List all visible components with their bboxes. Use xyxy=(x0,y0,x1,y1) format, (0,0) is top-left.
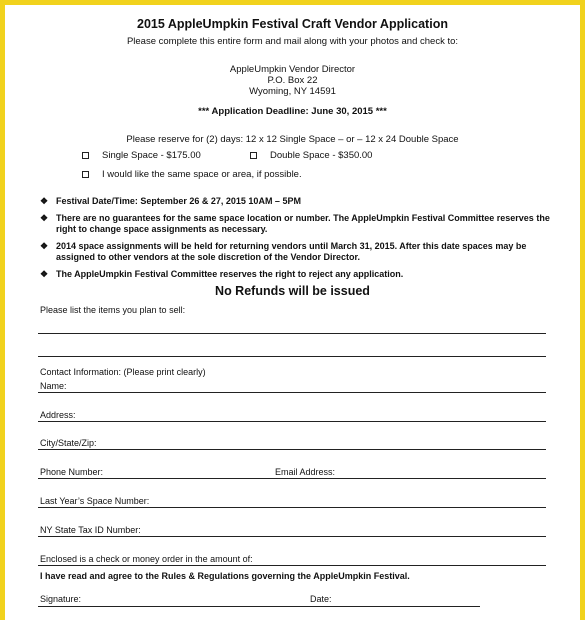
tax-id-field[interactable] xyxy=(38,536,546,537)
rule-item xyxy=(40,269,560,280)
contact-info-label: Contact Information: (Please print clearly) xyxy=(40,367,206,377)
phone-email-field[interactable] xyxy=(38,478,546,479)
form-title: 2015 AppleUmpkin Festival Craft Vendor Application xyxy=(137,17,448,31)
rules-acknowledgement: I have read and agree to the Rules & Regulations governing the AppleUmpkin Festival. xyxy=(40,571,410,581)
double-space-checkbox[interactable] xyxy=(250,152,257,159)
last-year-space-label: Last Year’s Space Number: xyxy=(40,496,150,506)
city-state-zip-label: City/State/Zip: xyxy=(40,438,97,448)
last-year-space-field[interactable] xyxy=(38,507,546,508)
single-space-label: Single Space - $175.00 xyxy=(102,150,201,161)
address-field[interactable] xyxy=(38,421,546,422)
rule-item xyxy=(40,213,560,235)
rule-text: 2014 space assignments will be held for returning vendors until March 31, 2015. After this date spaces may be assigned to other vendors at the sole discretion of the Vendor Director. xyxy=(56,241,527,262)
double-space-option[interactable] xyxy=(250,150,372,161)
reserve-instructions: Please reserve for (2) days: 12 x 12 Single Space – or – 12 x 24 Double Space xyxy=(126,134,459,145)
mailing-address-line-3: Wyoming, NY 14591 xyxy=(249,86,336,97)
diamond-bullet-icon: ❖ xyxy=(40,241,49,251)
no-refunds-notice: No Refunds will be issued xyxy=(215,284,370,298)
single-space-checkbox[interactable] xyxy=(82,152,89,159)
name-field-label: Name: xyxy=(40,381,67,391)
signature-date-field[interactable] xyxy=(38,606,480,607)
tax-id-label: NY State Tax ID Number: xyxy=(40,525,141,535)
address-field-label: Address: xyxy=(40,410,76,420)
single-space-option[interactable] xyxy=(82,150,201,161)
name-field[interactable] xyxy=(38,392,546,393)
double-space-label: Double Space - $350.00 xyxy=(270,150,373,161)
date-label: Date: xyxy=(310,594,332,604)
application-deadline: *** Application Deadline: June 30, 2015 *** xyxy=(198,106,387,117)
enclosed-amount-field[interactable] xyxy=(38,565,546,566)
mailing-address-line-2: P.O. Box 22 xyxy=(267,75,318,86)
enclosed-amount-label: Enclosed is a check or money order in the amount of: xyxy=(40,554,253,564)
rule-text: Festival Date/Time: September 26 & 27, 2015 10AM – 5PM xyxy=(56,196,301,206)
same-space-label: I would like the same space or area, if possible. xyxy=(102,169,302,180)
email-address-label: Email Address: xyxy=(275,467,336,477)
signature-label: Signature: xyxy=(40,594,82,604)
same-space-checkbox[interactable] xyxy=(82,171,89,178)
diamond-bullet-icon: ❖ xyxy=(40,269,49,279)
rule-item xyxy=(40,196,560,207)
items-line-2[interactable] xyxy=(38,356,546,357)
form-subtitle: Please complete this entire form and mail along with your photos and check to: xyxy=(126,36,459,47)
items-line-1[interactable] xyxy=(38,333,546,334)
items-to-sell-label: Please list the items you plan to sell: xyxy=(40,305,186,315)
diamond-bullet-icon: ❖ xyxy=(40,213,49,223)
rule-item xyxy=(40,241,560,263)
city-state-zip-field[interactable] xyxy=(38,449,546,450)
phone-number-label: Phone Number: xyxy=(40,467,104,477)
festival-rules-list xyxy=(40,196,560,286)
rule-text: There are no guarantees for the same space location or number. The AppleUmpkin Festival Committee reserves the right to change space assignments as necessary. xyxy=(56,213,550,234)
diamond-bullet-icon: ❖ xyxy=(40,196,49,206)
rule-text: The AppleUmpkin Festival Committee reserves the right to reject any application. xyxy=(56,269,404,279)
application-form-page xyxy=(5,5,580,620)
same-space-option[interactable] xyxy=(82,169,302,180)
mailing-address-line-1: AppleUmpkin Vendor Director xyxy=(229,64,356,75)
